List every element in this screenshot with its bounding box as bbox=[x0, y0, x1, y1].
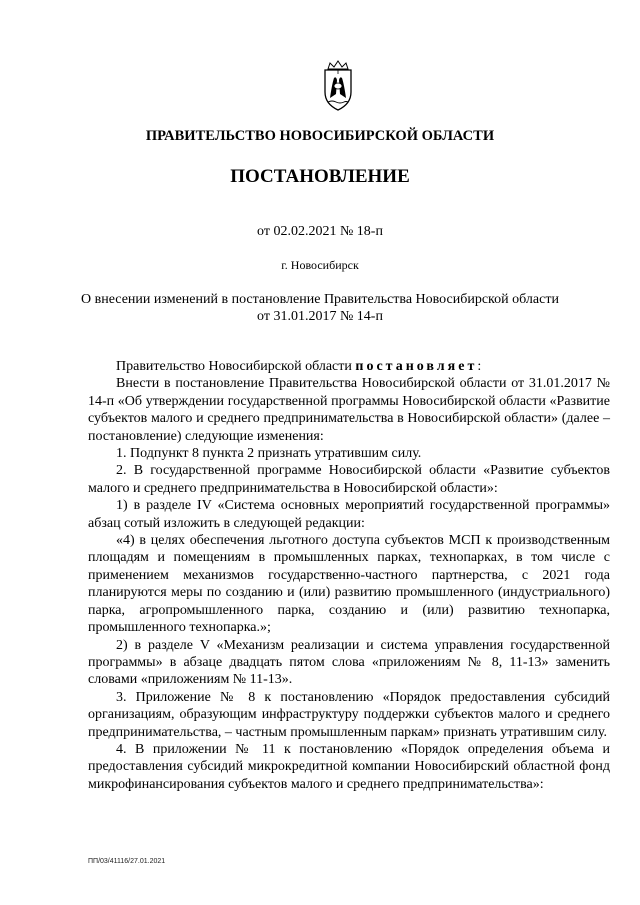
body-paragraph: 1) в разделе IV «Система основных мероприятий государственной программы» абзац сотый изложить в следующей редакции: bbox=[88, 498, 610, 531]
body-paragraph: 3. Приложение № 8 к постановлению «Порядок предоставления субсидий организациям, образующим инфраструктуру поддержки субъектов малого и среднего предпринимательства, – частным промышленным паркам» признать утратившим силу. bbox=[88, 689, 610, 740]
body-paragraph: Внести в постановление Правительства Новосибирской области от 31.01.2017 № 14-п «Об утверждении государственной программы Новосибирской области «Развитие субъектов малого и среднего предпринимательства в Новосибирской области» (далее – постановление) следующие изменения: bbox=[88, 376, 610, 444]
coat-of-arms-icon bbox=[318, 60, 358, 112]
intro-suffix: : bbox=[477, 359, 482, 374]
body-paragraph: 2. В государственной программе Новосибирской области «Развитие субъектов малого и среднего предпринимательства в Новосибирской области»: bbox=[88, 463, 610, 496]
intro-paragraph bbox=[88, 358, 610, 375]
subject-line-2: от 31.01.2017 № 14-п bbox=[257, 309, 383, 324]
subject-line-1: О внесении изменений в постановление Правительства Новосибирской области bbox=[81, 292, 559, 307]
document-code: ПП/03/41116/27.01.2021 bbox=[88, 858, 166, 865]
body-paragraph: 1. Подпункт 8 пункта 2 признать утратившим силу. bbox=[116, 446, 422, 462]
document-city: г. Новосибирск bbox=[281, 258, 359, 272]
intro-prefix: Правительство Новосибирской области bbox=[116, 359, 356, 374]
document-subject bbox=[0, 291, 640, 325]
intro-action: постановляет bbox=[355, 359, 478, 374]
document-type: ПОСТАНОВЛЕНИЕ bbox=[230, 166, 410, 187]
document-date-number: от 02.02.2021 № 18-п bbox=[257, 224, 383, 239]
body-paragraph: 4. В приложении № 11 к постановлению «Порядок определения объема и предоставления субсидий микрокредитной компании Новосибирский областной фонд микрофинансирования субъектов малого и среднего предпринимательства»: bbox=[88, 741, 610, 792]
body-paragraph: 2) в разделе V «Механизм реализации и система управления государственной программы» в абзаце двадцать пятом слова «приложениям № 8, 11-13» заменить словами «приложениям № 11-13». bbox=[88, 637, 610, 688]
body-paragraph: «4) в целях обеспечения льготного доступа субъектов МСП к производственным площадям и помещениям в промышленных парках, технопарках, в том числе с применением механизмов государственно-частного партнерства, с 2021 года планируются меры по созданию и (или) развитию промышленного (индустриального) парка, агропромышленного парка, созданию и (или) развитию технопарка, промышленного технопарка.»; bbox=[88, 533, 610, 636]
document-body bbox=[88, 358, 610, 793]
government-name: ПРАВИТЕЛЬСТВО НОВОСИБИРСКОЙ ОБЛАСТИ bbox=[145, 128, 495, 144]
